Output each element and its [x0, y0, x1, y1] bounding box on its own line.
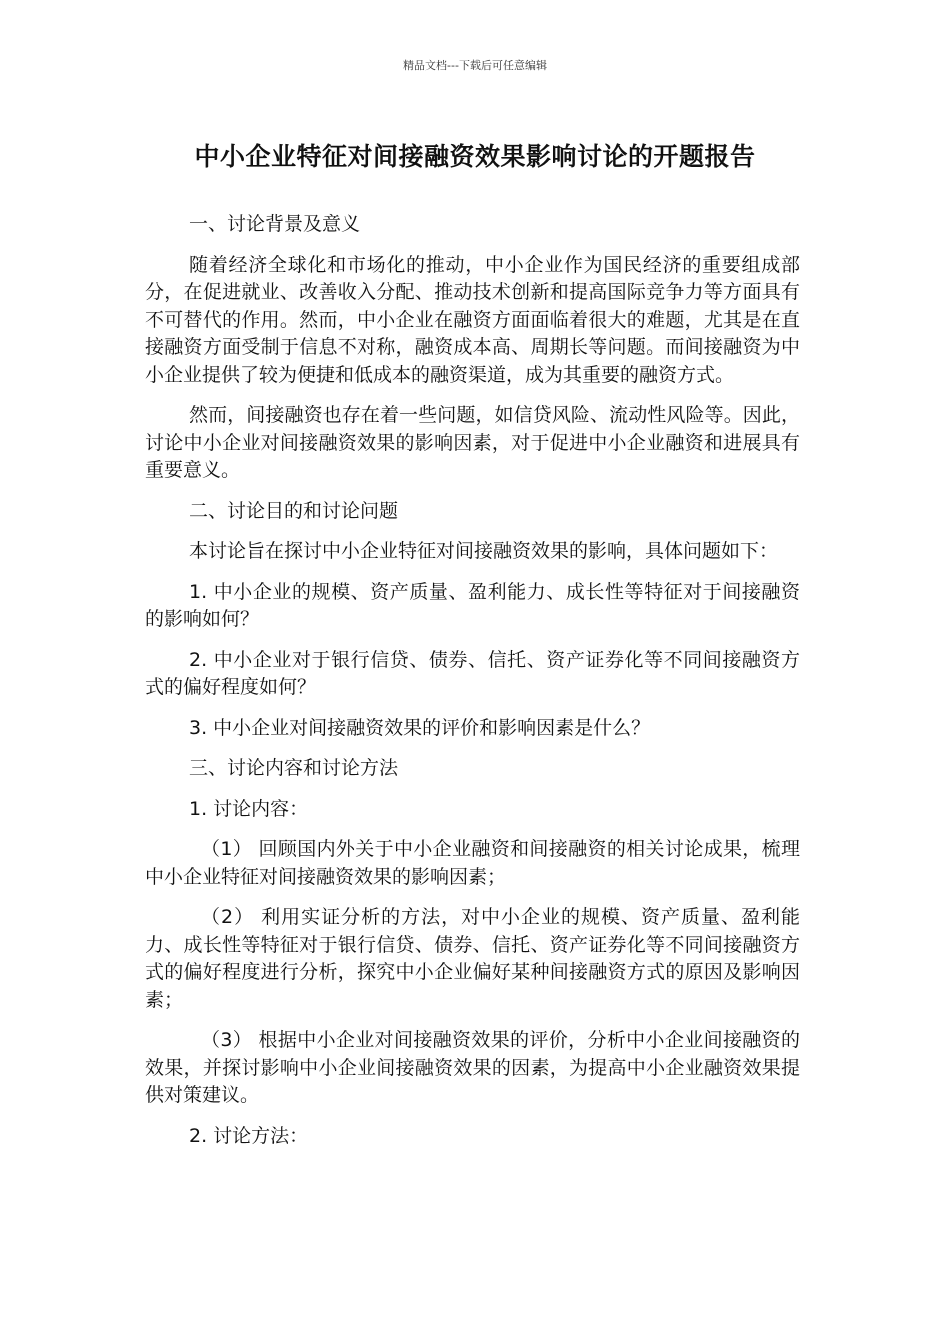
paragraph-purpose: 本讨论旨在探讨中小企业特征对间接融资效果的影响，具体问题如下： — [189, 540, 779, 562]
section-heading-1: 一、讨论背景及意义 — [189, 213, 361, 235]
content-item-3: （3） 根据中小企业对间接融资效果的评价，分析中小企业间接融资的效果，并探讨影响中小企业间接融资效果的因素，为提高中小企业融资效果提供对策建议。 — [145, 1029, 800, 1106]
page-header: 精品文档---下载后可任意编辑 — [403, 59, 547, 72]
section-heading-2: 二、讨论目的和讨论问题 — [189, 499, 399, 522]
subheading-content: 1. 讨论内容： — [189, 797, 309, 820]
question-3: 3. 中小企业对间接融资效果的评价和影响因素是什么？ — [189, 716, 651, 739]
question-2: 2. 中小企业对于银行信贷、债券、信托、资产证券化等不同间接融资方式的偏好程度如何？ — [145, 648, 800, 698]
document-body — [145, 211, 800, 1163]
content-item-2: （2） 利用实证分析的方法，对中小企业的规模、资产质量、盈利能力、成长性等特征对于银行信贷、债券、信托、资产证券化等不同间接融资方式的偏好程度进行分析，探究中小企业偏好某种间接融资方式的原因及影响因素； — [145, 906, 800, 1011]
question-1: 1. 中小企业的规模、资产质量、盈利能力、成长性等特征对于间接融资的影响如何？ — [145, 580, 800, 630]
subheading-method: 2. 讨论方法： — [189, 1124, 309, 1147]
paragraph-significance: 然而，间接融资也存在着一些问题，如信贷风险、流动性风险等。因此，讨论中小企业对间接融资效果的影响因素，对于促进中小企业融资和进展具有重要意义。 — [145, 404, 800, 481]
paragraph-background: 随着经济全球化和市场化的推动，中小企业作为国民经济的重要组成部分，在促进就业、改善收入分配、推动技术创新和提高国际竞争力等方面具有不可替代的作用。然而，中小企业在融资方面面临着很大的难题，尤其是在直接融资方面受制于信息不对称，融资成本高、周期长等问题。而间接融资为中小企业提供了较为便捷和低成本的融资渠道，成为其重要的融资方式。 — [145, 253, 800, 386]
document-title: 中小企业特征对间接融资效果影响讨论的开题报告 — [194, 142, 756, 171]
content-item-1: （1） 回顾国内外关于中小企业融资和间接融资的相关讨论成果，梳理中小企业特征对间接融资效果的影响因素； — [145, 838, 800, 888]
section-heading-3: 三、讨论内容和讨论方法 — [189, 757, 399, 779]
